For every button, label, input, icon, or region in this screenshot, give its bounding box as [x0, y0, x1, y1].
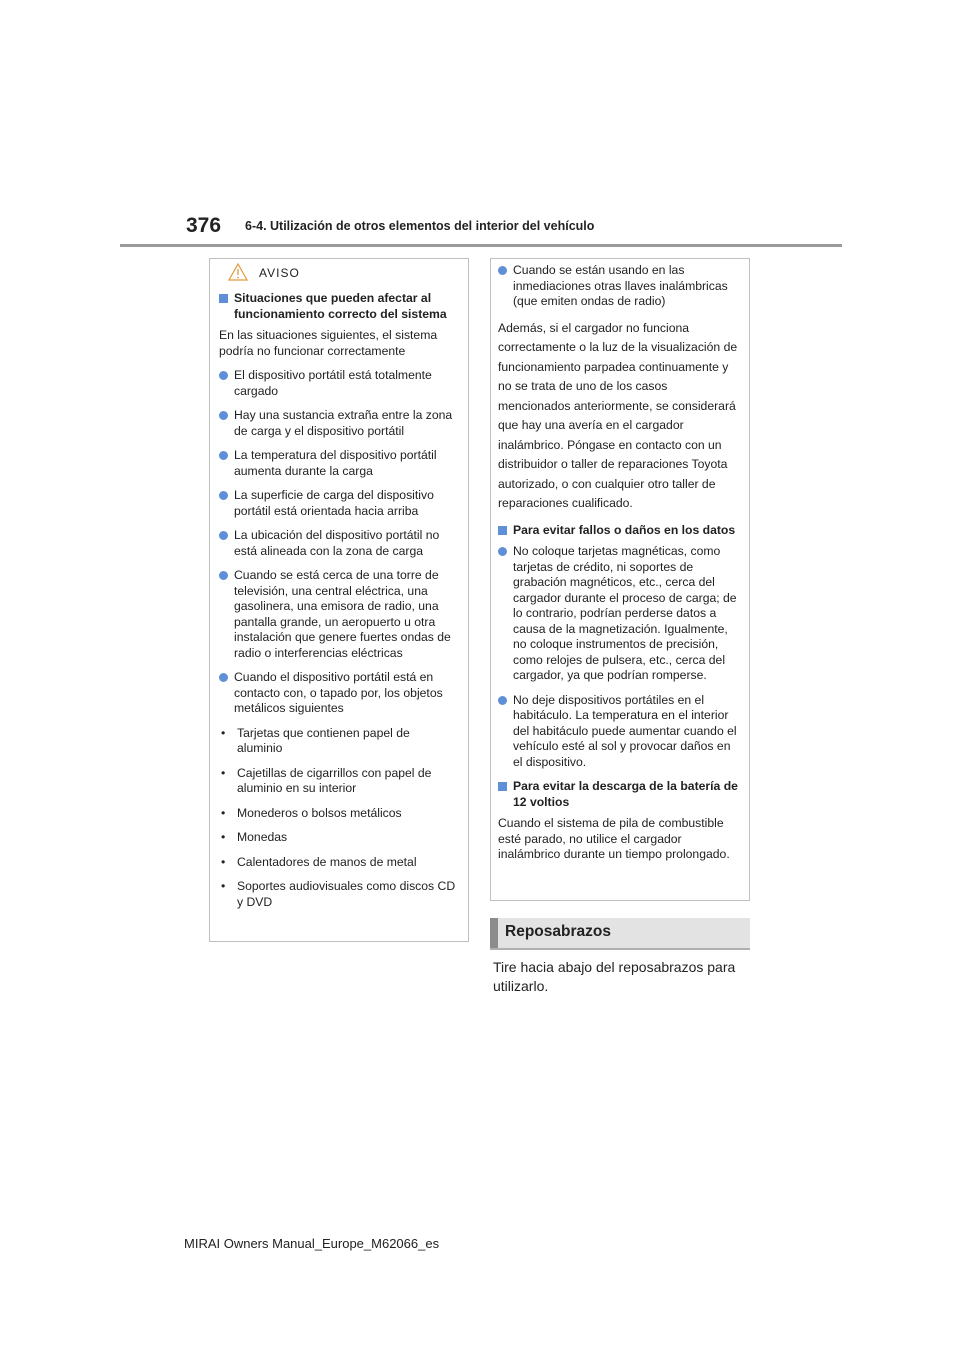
round-bullet-icon [219, 491, 228, 500]
section-heading-rule [490, 948, 750, 950]
round-bullet-icon [219, 411, 228, 420]
sub-list-item-text: Tarjetas que contienen papel de aluminio [237, 725, 410, 755]
sub-list-item-text: Cajetillas de cigarrillos con papel de aluminio en su interior [237, 765, 432, 795]
section-body: Tire hacia abajo del reposabrazos para utilizarlo. [493, 959, 736, 994]
round-bullet-icon [498, 266, 507, 275]
data-protection-heading [498, 523, 739, 539]
header-rule [120, 244, 842, 247]
list-item [219, 488, 458, 519]
warning-heading-text: Situaciones que pueden afectar al funcionamiento correcto del sistema [234, 291, 447, 321]
list-item-text: No deje dispositivos portátiles en el habitáculo. La temperatura en el interior del habitáculo puede aumentar cuando el vehículo esté al sol y provocar daños en el dispositivo. [513, 692, 737, 769]
list-item [498, 693, 739, 771]
round-bullet-icon [219, 673, 228, 682]
list-item-text: Cuando se están usando en las inmediaciones otras llaves inalámbricas (que emiten ondas de radio) [513, 263, 728, 308]
sub-list-item: • Tarjetas que contienen papel de aluminio [221, 725, 410, 755]
sub-list-item-text: Monederos o bolsos metálicos [237, 805, 402, 820]
warning-heading [219, 291, 458, 322]
round-bullet-icon [219, 371, 228, 380]
warning-header [210, 259, 468, 285]
round-bullet-icon [219, 571, 228, 580]
list-item-text: La ubicación del dispositivo portátil no está alineada con la zona de carga [234, 528, 440, 558]
sub-list-item: • Soportes audiovisuales como discos CD y DVD [221, 879, 456, 909]
list-item [219, 528, 458, 559]
section-title: 6-4. Utilización de otros elementos del interior del vehículo [245, 219, 595, 233]
list-item-text: Cuando se está cerca de una torre de televisión, una central eléctrica, una gasolinera, una emisora de radio, una pantalla grande, un aeropuerto u otra instalación que genere fuertes ondas de radio o interferencias eléctricas [234, 568, 451, 660]
warning-box-continued [490, 258, 750, 901]
square-bullet-icon [219, 294, 228, 303]
list-item [219, 408, 458, 439]
malfunction-paragraph: Además, si el cargador no funciona correctamente o la luz de la visualización de funcionamiento parpadea continuamente y no se trata de uno de los casos mencionados anteriormente, se considerará que hay una avería en el cargador inalámbrico. Póngase en contacto con un distribuidor o taller de reparaciones Toyota autorizado, o con cualquier otro taller de reparaciones cualificado. [498, 320, 738, 510]
warning-label: AVISO [259, 266, 300, 280]
square-bullet-icon [498, 526, 507, 535]
list-item-text: La temperatura del dispositivo portátil aumenta durante la carga [234, 448, 437, 478]
warning-box [209, 258, 469, 942]
round-bullet-icon [498, 696, 507, 705]
list-item [498, 544, 739, 684]
section-heading-bar [490, 918, 498, 948]
sub-list-item: • Monederos o bolsos metálicos [221, 805, 402, 820]
list-item-text: La superficie de carga del dispositivo portátil está orientada hacia arriba [234, 488, 434, 518]
data-protection-heading-text: Para evitar fallos o daños en los datos [513, 522, 736, 537]
round-bullet-icon [219, 451, 228, 460]
battery-heading [498, 779, 739, 810]
page-number: 376 [186, 214, 222, 237]
list-item-text: No coloque tarjetas magnéticas, como tarjetas de crédito, ni soportes de grabación magnéticos, etc., cerca del cargador durante el proceso de carga; de lo contrario, podrían perderse datos a causa de la magnetización. Igualmente, no coloque instrumentos de precisión, como relojes de pulsera, etc., cerca del cargador, ya que podrían romperse. [513, 544, 737, 682]
battery-heading-text: Para evitar la descarga de la batería de 12 voltios [513, 779, 738, 809]
list-item [219, 568, 458, 661]
sub-list-item: • Cajetillas de cigarrillos con papel de aluminio en su interior [221, 765, 432, 795]
sub-list-item-text: Calentadores de manos de metal [237, 854, 417, 869]
sub-list-item: • Calentadores de manos de metal [221, 854, 417, 869]
section-heading [490, 918, 750, 948]
list-item-text: Cuando el dispositivo portátil está en contacto con, o tapado por, los objetos metálicos siguientes [234, 670, 443, 715]
round-bullet-icon [498, 547, 507, 556]
sub-list-item: • Monedas [221, 830, 288, 844]
round-bullet-icon [219, 531, 228, 540]
sub-list-item-text: Soportes audiovisuales como discos CD y DVD [237, 879, 456, 909]
list-item [219, 670, 458, 717]
list-item-text: Hay una sustancia extraña entre la zona de carga y el dispositivo portátil [234, 408, 453, 438]
list-item [219, 368, 458, 399]
warning-triangle-icon [228, 263, 248, 286]
section-heading-title: Reposabrazos [505, 923, 611, 940]
square-bullet-icon [498, 782, 507, 791]
warning-intro: En las situaciones siguientes, el sistema podría no funcionar correctamente [219, 328, 438, 358]
list-item-text: El dispositivo portátil está totalmente cargado [234, 368, 432, 398]
battery-paragraph: Cuando el sistema de pila de combustible esté parado, no utilice el cargador inalámbrico durante un tiempo prolongado. [498, 816, 730, 861]
footer-text: MIRAI Owners Manual_Europe_M62066_es [184, 1236, 440, 1251]
list-item [219, 448, 458, 479]
sub-list-item-text: Monedas [237, 830, 288, 844]
list-item [498, 263, 739, 310]
